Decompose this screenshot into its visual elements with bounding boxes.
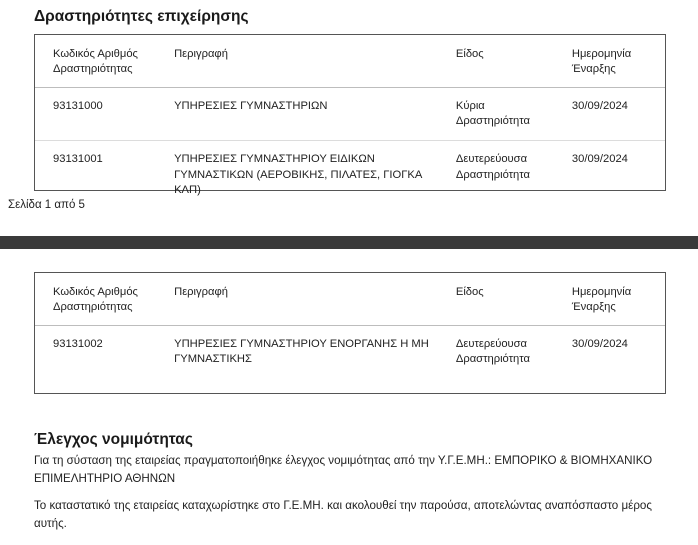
page-title-activities: Δραστηριότητες επιχείρησης: [34, 8, 249, 25]
column-header-date: Ημερομηνία Έναρξης: [564, 35, 665, 88]
legality-paragraph-1: Για τη σύσταση της εταιρείας πραγματοποιήθηκε έλεγχος νομιμότητας από την Υ.Γ.Ε.ΜΗ.: ΕΜΠΟΡΙΚΟ & ΒΙΟΜΗΧΑΝΙΚΟ ΕΠΙΜΕΛΗΤΗΡΙΟ ΑΘΗΝΩΝ: [34, 454, 653, 485]
page-break-divider: [0, 236, 698, 249]
page-number-label: Σελίδα 1 από 5: [8, 199, 85, 211]
activities-table-2: [34, 272, 666, 394]
column-header-description: Περιγραφή: [166, 273, 448, 326]
table-grid: [35, 35, 665, 209]
table-body: [35, 326, 665, 379]
table-body: [35, 88, 665, 209]
cell-date: 30/09/2024: [571, 153, 628, 166]
column-header-kind: Είδος: [448, 35, 564, 88]
table-header: [35, 35, 665, 88]
cell-description: ΥΠΗΡΕΣΙΕΣ ΓΥΜΝΑΣΤΗΡΙΟΥ ΕΙΔΙΚΩΝ ΓΥΜΝΑΣΤΙΚΩΝ (ΑΕΡΟΒΙΚΗΣ, ΠΙΛΑΤΕΣ, ΓΙΟΓΚΑ ΚΛΠ): [174, 153, 422, 196]
cell-kind: Δευτερεύουσα Δραστηριότητα: [455, 338, 530, 366]
cell-description: ΥΠΗΡΕΣΙΕΣ ΓΥΜΝΑΣΤΗΡΙΩΝ: [166, 88, 448, 141]
column-header-code: Κωδικός Αριθμός Δραστηριότητας: [35, 273, 166, 326]
table-header-row: [35, 273, 665, 326]
legality-paragraph-2: Το καταστατικό της εταιρείας καταχωρίστηκε στο Γ.Ε.ΜΗ. και ακολουθεί την παρούσα, αποτελώντας αναπόσπαστο μέρος αυτής.: [34, 499, 652, 530]
column-header-kind: Είδος: [448, 273, 564, 326]
page-title-legality: Έλεγχος νομιμότητας: [34, 431, 193, 448]
cell-kind: Δευτερεύουσα Δραστηριότητα: [455, 153, 531, 181]
cell-date: 30/09/2024: [571, 338, 628, 351]
table-row: [35, 326, 665, 379]
activities-table-1: [34, 34, 666, 196]
table-row: [35, 141, 665, 209]
cell-code: 93131000: [35, 88, 166, 141]
table-row: [35, 88, 665, 141]
cell-kind: Κύρια Δραστηριότητα: [448, 88, 564, 141]
cell-description: ΥΠΗΡΕΣΙΕΣ ΓΥΜΝΑΣΤΗΡΙΟΥ ΕΝΟΡΓΑΝΗΣ Η ΜΗ ΓΥΜΝΑΣΤΙΚΗΣ: [174, 338, 429, 366]
table-header: [35, 273, 665, 326]
column-header-date: Ημερομηνία Έναρξης: [564, 273, 665, 326]
cell-date: 30/09/2024: [564, 88, 665, 141]
cell-code: 93131002: [53, 338, 103, 351]
table-grid: [35, 273, 665, 378]
table-header-row: [35, 35, 665, 88]
cell-code: 93131001: [53, 153, 103, 166]
column-header-code: Κωδικός Αριθμός Δραστηριότητας: [35, 35, 166, 88]
column-header-description: Περιγραφή: [166, 35, 448, 88]
